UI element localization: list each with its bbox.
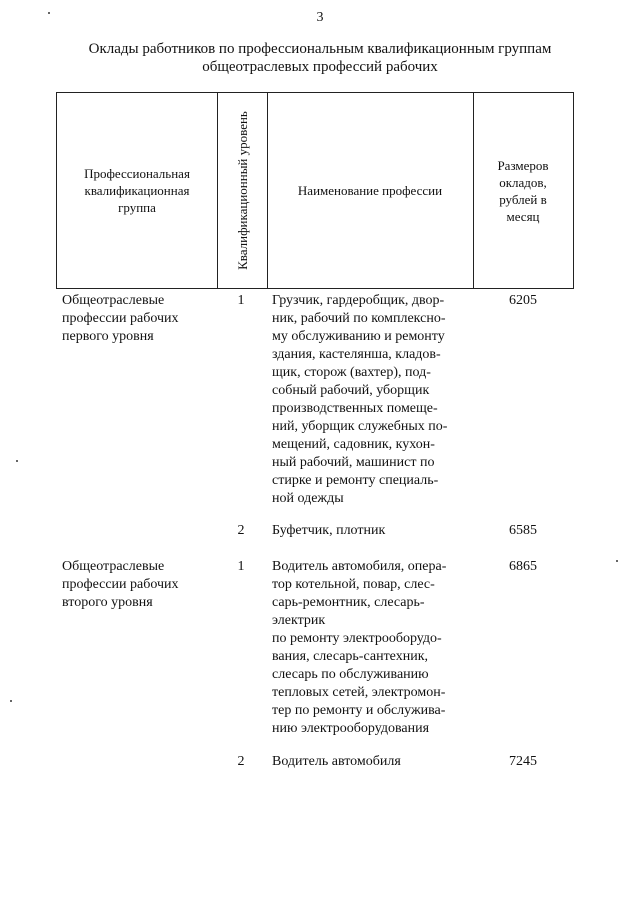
header-group-text: Профессиональная квалификационная группа: [84, 166, 190, 215]
row-3-line: сарь-ремонтник, слесарь-: [272, 595, 425, 610]
row-1-line: ний, уборщик служебных по-: [272, 419, 448, 434]
row-1-line: ный рабочий, машинист по: [272, 455, 435, 470]
row-3-line: тепловых сетей, электромон-: [272, 685, 446, 700]
row-1-line: щик, сторож (вахтер), под-: [272, 365, 431, 380]
row-3-line: нию электрооборудования: [272, 721, 430, 736]
header-profession: [267, 93, 473, 288]
page-number: 3: [316, 10, 324, 25]
header-profession-text: Наименование профессии: [297, 183, 443, 198]
row-3-salary: 6865: [509, 559, 537, 574]
scan-speck: [10, 700, 12, 702]
row-3-line: тор котельной, повар, слес-: [272, 577, 435, 592]
row-1-profession: [272, 292, 468, 508]
row-1-line: Грузчик, гардеробщик, двор-: [272, 293, 445, 308]
row-3-profession: [272, 558, 468, 738]
scan-speck: [616, 560, 618, 562]
scan-speck: [16, 460, 18, 462]
row-4-profession: [272, 753, 468, 771]
row-1-line: стирке и ремонту специаль-: [272, 473, 439, 488]
page-title: [60, 40, 580, 76]
row-1-salary: 6205: [509, 293, 537, 308]
row-4-salary: 7245: [509, 754, 537, 769]
header-level: [217, 93, 267, 288]
row-1-line: здания, кастелянша, кладов-: [272, 347, 441, 362]
row-4-line: Водитель автомобиля: [272, 754, 401, 769]
row-1-line: собный рабочий, уборщик: [272, 383, 430, 398]
row-2-salary: 6585: [509, 523, 537, 538]
header-salary-text: Размеров окладов, рублей в месяц: [497, 157, 549, 224]
row-1-line: му обслуживанию и ремонту: [272, 329, 445, 344]
header-level-text: Квалификационный уровень: [234, 111, 250, 270]
row-3-line: электрик: [272, 613, 326, 628]
header-salary: [473, 93, 573, 288]
scan-speck: [48, 12, 50, 14]
row-3-line: по ремонту электрооборудо-: [272, 631, 442, 646]
header-group: [57, 93, 217, 288]
row-1-level: 1: [237, 293, 245, 308]
row-3-group: Общеотраслевые профессии рабочих второго уровня: [62, 559, 179, 610]
row-1-line: производственных помеще-: [272, 401, 438, 416]
row-3-level: 1: [237, 559, 245, 574]
title-line-2: общеотраслевых профессий рабочих: [202, 59, 438, 75]
row-3-line: тер по ремонту и обслужива-: [272, 703, 446, 718]
table-header: [56, 92, 574, 289]
row-3-line: вания, слесарь-сантехник,: [272, 649, 428, 664]
row-4-level: 2: [237, 754, 245, 769]
title-line-1: Оклады работников по профессиональным квалификационным группам: [88, 41, 552, 57]
row-1-group: Общеотраслевые профессии рабочих первого уровня: [62, 293, 179, 344]
row-1-line: ной одежды: [272, 491, 344, 506]
row-3-line: Водитель автомобиля, опера-: [272, 559, 447, 574]
row-2-level: 2: [237, 523, 245, 538]
row-2-profession: [272, 522, 468, 540]
row-1-line: мещений, садовник, кухон-: [272, 437, 435, 452]
row-3-line: слесарь по обслуживанию: [272, 667, 429, 682]
row-2-line: Буфетчик, плотник: [272, 523, 386, 538]
row-1-line: ник, рабочий по комплексно-: [272, 311, 446, 326]
